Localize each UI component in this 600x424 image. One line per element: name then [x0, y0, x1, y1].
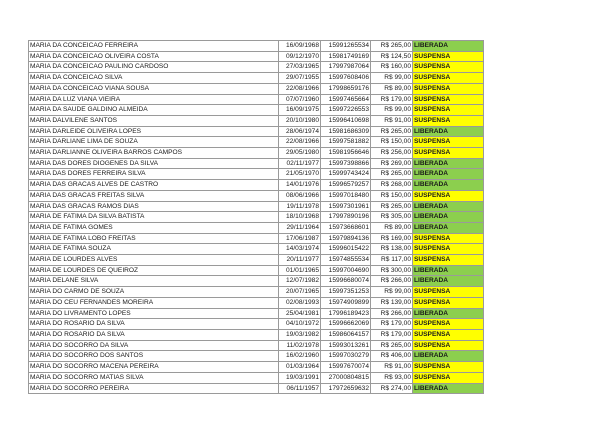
status-cell[interactable]: SUSPENSA [413, 105, 484, 116]
table-row [29, 340, 484, 351]
price-cell[interactable]: R$ 93,00 [371, 372, 413, 383]
birth-date-cell[interactable]: 02/11/1977 [279, 158, 321, 169]
phone-cell[interactable]: 27000804815 [321, 372, 371, 383]
name-cell[interactable]: MARIA DE FATIMA DA SILVA BATISTA [29, 212, 279, 223]
name-cell[interactable]: MARIA DE FATIMA GOMES [29, 222, 279, 233]
status-cell[interactable]: SUSPENSA [413, 255, 484, 266]
table-row [29, 308, 484, 319]
status-cell[interactable]: LIBERADA [413, 158, 484, 169]
table-row [29, 287, 484, 298]
status-cell[interactable]: SUSPENSA [413, 83, 484, 94]
birth-date-cell[interactable]: 16/09/1968 [279, 41, 321, 52]
birth-date-cell[interactable]: 22/08/1966 [279, 137, 321, 148]
price-cell[interactable]: R$ 124,50 [371, 51, 413, 62]
phone-cell[interactable]: 15997581882 [321, 137, 371, 148]
phone-cell[interactable]: 15997608406 [321, 73, 371, 84]
name-cell[interactable]: MARIA DALVILENE SANTOS [29, 115, 279, 126]
phone-cell[interactable]: 15997351253 [321, 287, 371, 298]
name-cell[interactable]: MARIA DA CONCEICAO SILVA [29, 73, 279, 84]
name-cell[interactable]: MARIA DE FATIMA LOBO FREITAS [29, 233, 279, 244]
price-cell[interactable]: R$ 265,00 [371, 340, 413, 351]
birth-date-cell[interactable]: 20/07/1965 [279, 287, 321, 298]
table-row [29, 83, 484, 94]
price-cell[interactable]: R$ 169,00 [371, 233, 413, 244]
price-cell[interactable]: R$ 89,00 [371, 222, 413, 233]
status-cell[interactable]: SUSPENSA [413, 148, 484, 159]
table-row [29, 351, 484, 362]
status-cell[interactable]: LIBERADA [413, 126, 484, 137]
status-cell[interactable]: SUSPENSA [413, 244, 484, 255]
table-row [29, 212, 484, 223]
name-cell[interactable]: MARIA DAS GRACAS RAMOS DIAS [29, 201, 279, 212]
table-row [29, 105, 484, 116]
table-row [29, 62, 484, 73]
name-cell[interactable]: MARIA DAS DORES DIOGENES DA SILVA [29, 158, 279, 169]
phone-cell[interactable]: 15997004690 [321, 265, 371, 276]
status-cell[interactable]: SUSPENSA [413, 62, 484, 73]
phone-cell[interactable]: 15991265534 [321, 41, 371, 52]
birth-date-cell[interactable]: 20/11/1977 [279, 255, 321, 266]
status-cell[interactable]: LIBERADA [413, 169, 484, 180]
birth-date-cell[interactable]: 01/01/1965 [279, 265, 321, 276]
birth-date-cell[interactable]: 12/07/1982 [279, 276, 321, 287]
status-cell[interactable]: SUSPENSA [413, 319, 484, 330]
table-row [29, 137, 484, 148]
birth-date-cell[interactable]: 18/10/1968 [279, 212, 321, 223]
table-row [29, 244, 484, 255]
status-cell[interactable]: SUSPENSA [413, 51, 484, 62]
status-cell[interactable]: LIBERADA [413, 276, 484, 287]
price-cell[interactable]: R$ 179,00 [371, 329, 413, 340]
price-cell[interactable]: R$ 274,00 [371, 383, 413, 394]
phone-cell[interactable]: 17997890196 [321, 212, 371, 223]
birth-date-cell[interactable]: 06/11/1957 [279, 383, 321, 394]
birth-date-cell[interactable]: 01/03/1964 [279, 362, 321, 373]
price-cell[interactable]: R$ 266,00 [371, 276, 413, 287]
birth-date-cell[interactable]: 17/06/1987 [279, 233, 321, 244]
status-cell[interactable]: SUSPENSA [413, 340, 484, 351]
spreadsheet-body [29, 41, 484, 394]
price-cell[interactable]: R$ 406,00 [371, 351, 413, 362]
phone-cell[interactable]: 17972659632 [321, 383, 371, 394]
table-row [29, 201, 484, 212]
price-cell[interactable]: R$ 265,00 [371, 169, 413, 180]
spreadsheet-table [28, 40, 484, 394]
phone-cell[interactable]: 15974855534 [321, 255, 371, 266]
birth-date-cell[interactable]: 19/03/1982 [279, 329, 321, 340]
phone-cell[interactable]: 15986064157 [321, 329, 371, 340]
phone-cell[interactable]: 17997987064 [321, 62, 371, 73]
name-cell[interactable]: MARIA DARLEIDE OLIVEIRA LOPES [29, 126, 279, 137]
status-cell[interactable]: LIBERADA [413, 383, 484, 394]
status-cell[interactable]: LIBERADA [413, 265, 484, 276]
phone-cell[interactable]: 15996015422 [321, 244, 371, 255]
table-row [29, 169, 484, 180]
phone-cell[interactable]: 15996680074 [321, 276, 371, 287]
status-cell[interactable]: SUSPENSA [413, 190, 484, 201]
status-cell[interactable]: LIBERADA [413, 351, 484, 362]
status-cell[interactable]: SUSPENSA [413, 73, 484, 84]
status-cell[interactable]: SUSPENSA [413, 233, 484, 244]
birth-date-cell[interactable]: 14/01/1976 [279, 180, 321, 191]
name-cell[interactable]: MARIA DO SOCORRO DOS SANTOS [29, 351, 279, 362]
price-cell[interactable]: R$ 150,00 [371, 137, 413, 148]
name-cell[interactable]: MARIA DA LUZ VIANA VIEIRA [29, 94, 279, 105]
birth-date-cell[interactable]: 19/11/1978 [279, 201, 321, 212]
birth-date-cell[interactable]: 29/11/1964 [279, 222, 321, 233]
birth-date-cell[interactable]: 25/04/1981 [279, 308, 321, 319]
phone-cell[interactable]: 15974909899 [321, 297, 371, 308]
phone-cell[interactable]: 15997398866 [321, 158, 371, 169]
status-cell[interactable]: SUSPENSA [413, 329, 484, 340]
phone-cell[interactable]: 15996579257 [321, 180, 371, 191]
price-cell[interactable]: R$ 150,00 [371, 190, 413, 201]
price-cell[interactable]: R$ 117,00 [371, 255, 413, 266]
name-cell[interactable]: MARIA DA SAUDE GALDINO ALMEIDA [29, 105, 279, 116]
name-cell[interactable]: MARIA DO ROSARIO DA SILVA [29, 319, 279, 330]
name-cell[interactable]: MARIA DO SOCORRO DA SILVA [29, 340, 279, 351]
status-cell[interactable]: SUSPENSA [413, 115, 484, 126]
phone-cell[interactable]: 15997465664 [321, 94, 371, 105]
price-cell[interactable]: R$ 89,00 [371, 83, 413, 94]
status-cell[interactable]: SUSPENSA [413, 362, 484, 373]
table-row [29, 362, 484, 373]
status-cell[interactable]: SUSPENSA [413, 287, 484, 298]
price-cell[interactable]: R$ 91,00 [371, 362, 413, 373]
price-cell[interactable]: R$ 139,00 [371, 297, 413, 308]
status-cell[interactable]: SUSPENSA [413, 297, 484, 308]
name-cell[interactable]: MARIA DO LIVRAMENTO LOPES [29, 308, 279, 319]
phone-cell[interactable]: 15996662069 [321, 319, 371, 330]
price-cell[interactable]: R$ 305,00 [371, 212, 413, 223]
table-row [29, 180, 484, 191]
birth-date-cell[interactable]: 14/03/1974 [279, 244, 321, 255]
phone-cell[interactable]: 15997030279 [321, 351, 371, 362]
status-cell[interactable]: SUSPENSA [413, 372, 484, 383]
table-row [29, 190, 484, 201]
status-cell[interactable]: SUSPENSA [413, 94, 484, 105]
price-cell[interactable]: R$ 99,00 [371, 105, 413, 116]
name-cell[interactable]: MARIA DO SOCORRO PEREIRA [29, 383, 279, 394]
birth-date-cell[interactable]: 28/06/1974 [279, 126, 321, 137]
table-row [29, 126, 484, 137]
table-row [29, 265, 484, 276]
phone-cell[interactable]: 15999743424 [321, 169, 371, 180]
table-row [29, 319, 484, 330]
price-cell[interactable]: R$ 256,00 [371, 148, 413, 159]
table-row [29, 148, 484, 159]
birth-date-cell[interactable]: 07/07/1960 [279, 94, 321, 105]
name-cell[interactable]: MARIA DE LOURDES DE QUEIROZ [29, 265, 279, 276]
table-row [29, 41, 484, 52]
phone-cell[interactable]: 17998659176 [321, 83, 371, 94]
table-row [29, 51, 484, 62]
table-row [29, 297, 484, 308]
name-cell[interactable]: MARIA DE LOURDES ALVES [29, 255, 279, 266]
price-cell[interactable]: R$ 99,00 [371, 287, 413, 298]
name-cell[interactable]: MARIA DARLIANE LIMA DE SOUZA [29, 137, 279, 148]
name-cell[interactable]: MARIA DO CEU FERNANDES MOREIRA [29, 297, 279, 308]
phone-cell[interactable]: 15997018480 [321, 190, 371, 201]
table-row [29, 383, 484, 394]
price-cell[interactable]: R$ 91,00 [371, 115, 413, 126]
phone-cell[interactable]: 15997670074 [321, 362, 371, 373]
status-cell[interactable]: LIBERADA [413, 212, 484, 223]
birth-date-cell[interactable]: 29/05/1980 [279, 148, 321, 159]
name-cell[interactable]: MARIA DO ROSARIO DA SILVA [29, 329, 279, 340]
phone-cell[interactable]: 15979894136 [321, 233, 371, 244]
birth-date-cell[interactable]: 29/07/1955 [279, 73, 321, 84]
status-cell[interactable]: LIBERADA [413, 201, 484, 212]
status-cell[interactable]: LIBERADA [413, 180, 484, 191]
name-cell[interactable]: MARIA DAS DORES FERREIRA SILVA [29, 169, 279, 180]
phone-cell[interactable]: 15996410698 [321, 115, 371, 126]
birth-date-cell[interactable]: 16/02/1960 [279, 351, 321, 362]
birth-date-cell[interactable]: 20/10/1980 [279, 115, 321, 126]
table-row [29, 372, 484, 383]
birth-date-cell[interactable]: 09/12/1970 [279, 51, 321, 62]
phone-cell[interactable]: 15997226553 [321, 105, 371, 116]
birth-date-cell[interactable]: 02/08/1993 [279, 297, 321, 308]
name-cell[interactable]: MARIA DA CONCEICAO OLIVEIRA COSTA [29, 51, 279, 62]
price-cell[interactable]: R$ 268,00 [371, 180, 413, 191]
birth-date-cell[interactable]: 27/03/1965 [279, 62, 321, 73]
name-cell[interactable]: MARIA DO SOCORRO MACENA PEREIRA [29, 362, 279, 373]
price-cell[interactable]: R$ 300,00 [371, 265, 413, 276]
table-row [29, 115, 484, 126]
name-cell[interactable]: MARIA DARLIANNE OLIVEIRA BARROS CAMPOS [29, 148, 279, 159]
price-cell[interactable]: R$ 265,00 [371, 41, 413, 52]
name-cell[interactable]: MARIA DO SOCORRO MATIAS SILVA [29, 372, 279, 383]
table-row [29, 158, 484, 169]
phone-cell[interactable]: 15981749169 [321, 51, 371, 62]
birth-date-cell[interactable]: 08/06/1966 [279, 190, 321, 201]
name-cell[interactable]: MARIA DAS GRACAS ALVES DE CASTRO [29, 180, 279, 191]
table-row [29, 329, 484, 340]
table-row [29, 94, 484, 105]
birth-date-cell[interactable]: 11/02/1978 [279, 340, 321, 351]
phone-cell[interactable]: 15981956646 [321, 148, 371, 159]
phone-cell[interactable]: 17996189423 [321, 308, 371, 319]
name-cell[interactable]: MARIA DELANE SILVA [29, 276, 279, 287]
name-cell[interactable]: MARIA DAS GRACAS FREITAS SILVA [29, 190, 279, 201]
price-cell[interactable]: R$ 179,00 [371, 319, 413, 330]
table-row [29, 233, 484, 244]
price-cell[interactable]: R$ 179,00 [371, 94, 413, 105]
table-row [29, 255, 484, 266]
price-cell[interactable]: R$ 160,00 [371, 62, 413, 73]
name-cell[interactable]: MARIA DA CONCEICAO FERREIRA [29, 41, 279, 52]
phone-cell[interactable]: 15993013261 [321, 340, 371, 351]
price-cell[interactable]: R$ 138,00 [371, 244, 413, 255]
name-cell[interactable]: MARIA DO CARMO DE SOUZA [29, 287, 279, 298]
name-cell[interactable]: MARIA DA CONCEICAO VIANA SOUSA [29, 83, 279, 94]
birth-date-cell[interactable]: 19/03/1991 [279, 372, 321, 383]
price-cell[interactable]: R$ 99,00 [371, 73, 413, 84]
phone-cell[interactable]: 15981686309 [321, 126, 371, 137]
name-cell[interactable]: MARIA DA CONCEICAO PAULINO CARDOSO [29, 62, 279, 73]
status-cell[interactable]: LIBERADA [413, 222, 484, 233]
price-cell[interactable]: R$ 265,00 [371, 201, 413, 212]
status-cell[interactable]: SUSPENSA [413, 137, 484, 148]
birth-date-cell[interactable]: 04/10/1972 [279, 319, 321, 330]
phone-cell[interactable]: 15997301961 [321, 201, 371, 212]
phone-cell[interactable]: 15973668601 [321, 222, 371, 233]
birth-date-cell[interactable]: 16/09/1975 [279, 105, 321, 116]
table-row [29, 276, 484, 287]
table-row [29, 73, 484, 84]
price-cell[interactable]: R$ 266,00 [371, 308, 413, 319]
status-cell[interactable]: LIBERADA [413, 41, 484, 52]
table-row [29, 222, 484, 233]
price-cell[interactable]: R$ 265,00 [371, 126, 413, 137]
birth-date-cell[interactable]: 22/08/1966 [279, 83, 321, 94]
name-cell[interactable]: MARIA DE FATIMA SOUZA [29, 244, 279, 255]
birth-date-cell[interactable]: 21/05/1970 [279, 169, 321, 180]
price-cell[interactable]: R$ 269,00 [371, 158, 413, 169]
status-cell[interactable]: LIBERADA [413, 308, 484, 319]
